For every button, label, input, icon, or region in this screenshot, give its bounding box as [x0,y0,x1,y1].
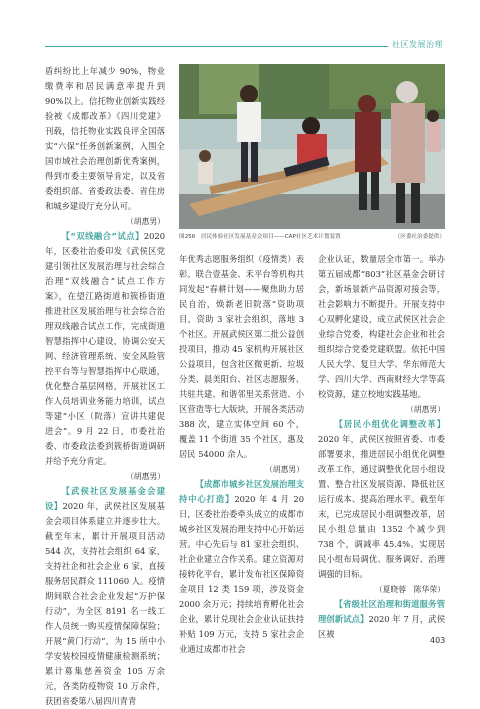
section-heading: 【居民小组优化调整改革】 [334,419,445,429]
section-paragraph [318,597,445,642]
section-paragraph [45,229,165,469]
section-heading: 【省级社区治理和街道服务管理创新试点】 [318,599,445,624]
caption-text: 图256 居民体验社区发展基金会项目——CAP社区艺术计划装置 [179,234,341,240]
author-credit: （胡惠男） [406,405,445,414]
running-header: 社区发展治理 [392,40,443,49]
column-2 [179,252,304,657]
page-number: 403 [430,636,446,645]
section-body: 2020 年，区委社治委印发《武侯区党建引领社区发展治理与社会综合治理“双线融合”试点工作方案》，在望江路街道和簇桥街道推进社区发展治理与社会综合治理双线融合试点工作，完成街道智慧指挥中心建设，协调公安天网、经济管理系统、安全风险管控平台等与智慧指挥中心联通，优化整合基层网格，开展社区工作人员培训业务能力培训，试点等建“小区（院落）宣讲共建促进会”。9 月 22 日，市委社治委、市委政法委到簇桥街道调研并给予充分肯定。 [45,231,165,466]
section-heading: 【武侯社区发展基金会建设】 [45,486,165,511]
author-credit: （胡惠男） [265,465,304,474]
section-body: 2020 年，武侯社区发展基金会项目体系建立并逐步壮大。截至年末，累计开展项目活动 544 次，支持社会组织 64 家，支持社企和社会企业 6 家，直接服务居民群众 111060 人。疫情期间联合社会企业发起“万护保行动”，为全区 8191 名一线工作人员统一购买疫情保障保险；开展“黄门行动”，为 15 所中小学安装校园疫情健康检测系统；累计募集慈善资金 105 万余元，各类防疫物资 10 万余件，获团省委第八届四川青青 [45,501,165,706]
author-credit: （胡惠男） [126,472,165,481]
photo [179,64,445,229]
author-credit: （胡惠男） [126,217,165,226]
paragraph: 企业认证，数量居全市第一。举办第五届成都“803”社区基金会研讨会，新场景新产品资源对接会等，社会影响力不断提升。开展支持中心双孵化建设，成立武侯区社会企业综合党委，构建社会企业和社会组织综合党委党建联盟。依托中国人民大学、复旦大学、华东师范大学、四川大学、西南财经大学等高校资源，建立校地实践基地。 [318,254,445,399]
section-paragraph [318,417,445,582]
column-3 [318,252,445,642]
section-paragraph [45,484,165,709]
column-1 [45,64,165,709]
section-body: 2020 年 7 月，武侯区被 [318,614,445,639]
paragraph: 盾纠纷比上年减少 90%，物业缴费率和居民满意率提升到 90%以上。信托物业创新实践经验被《成都改革》《四川党建》刊载，信托物业实践良评全国落实“六保”任务创新案例，入围全国市域社会治理创新优秀案例，得到市委主要领导肯定，以及省委组织部、省委政法委、省住房和城乡建设厅充分认可。 [45,66,165,211]
photo-caption [179,232,445,240]
paragraph: 年优秀志愿服务组织（疫情类）表彰。联合壹基金、禾平台等机构共同发起“春耕计划——聚焦助力居民自治，焕新老旧院落”资助项目，资助 3 家社会组织，落地 3 个社区。开展武侯区第二批公益创投项目，推动 45 家机构开展社区公益项目，包含社区微更新、垃圾分类、晨美阳台、社区志愿服务、共驻共建、和谐邻里关系营造、小区营造等七大版块，开展各类活动 388 次，建立实体空间 60 个，覆盖 11 个街道 35 个社区，惠及居民 54000 余人。 [179,254,304,459]
section-heading: 【成都市城乡社区发展治理支持中心打造】 [179,479,304,504]
header-rule [45,46,388,47]
author-credit: （夏晓蓉 陈华荣） [374,585,445,594]
caption-credit: （区委社治委提供） [394,234,445,240]
section-body: 2020 年，武侯区按照省委、市委部署要求，推进居民小组优化调整改革工作，通过调整优化居小组设置、整合社区发展资源、降低社区运行成本、提高治理水平。截至年末，已完成居民小组调整改革，居民小组总量由 1352 个减少到 738 个，调减率 45.4%。实现居民小组布局调优、服务调好、治理调强的目标。 [318,434,445,579]
section-heading: 【“双线融合”试点】 [61,231,144,241]
section-paragraph [179,477,304,657]
section-body: 2020 年 4 月 20 日，区委社治委牵头成立的成都市城乡社区发展治理支持中心开始运营。中心先后与 81 家社会组织、社企业建立合作关系。建立资源对接转化平台，累计发布社区保障资金项目 12 类 159 项，涉及资金 2000 余万元；持续培育孵化社会企业，累计兑现社会企业认证扶持补贴 109 万元，支持 5 家社会企业通过成都市社会 [179,494,304,654]
community-art-photo [179,64,445,229]
